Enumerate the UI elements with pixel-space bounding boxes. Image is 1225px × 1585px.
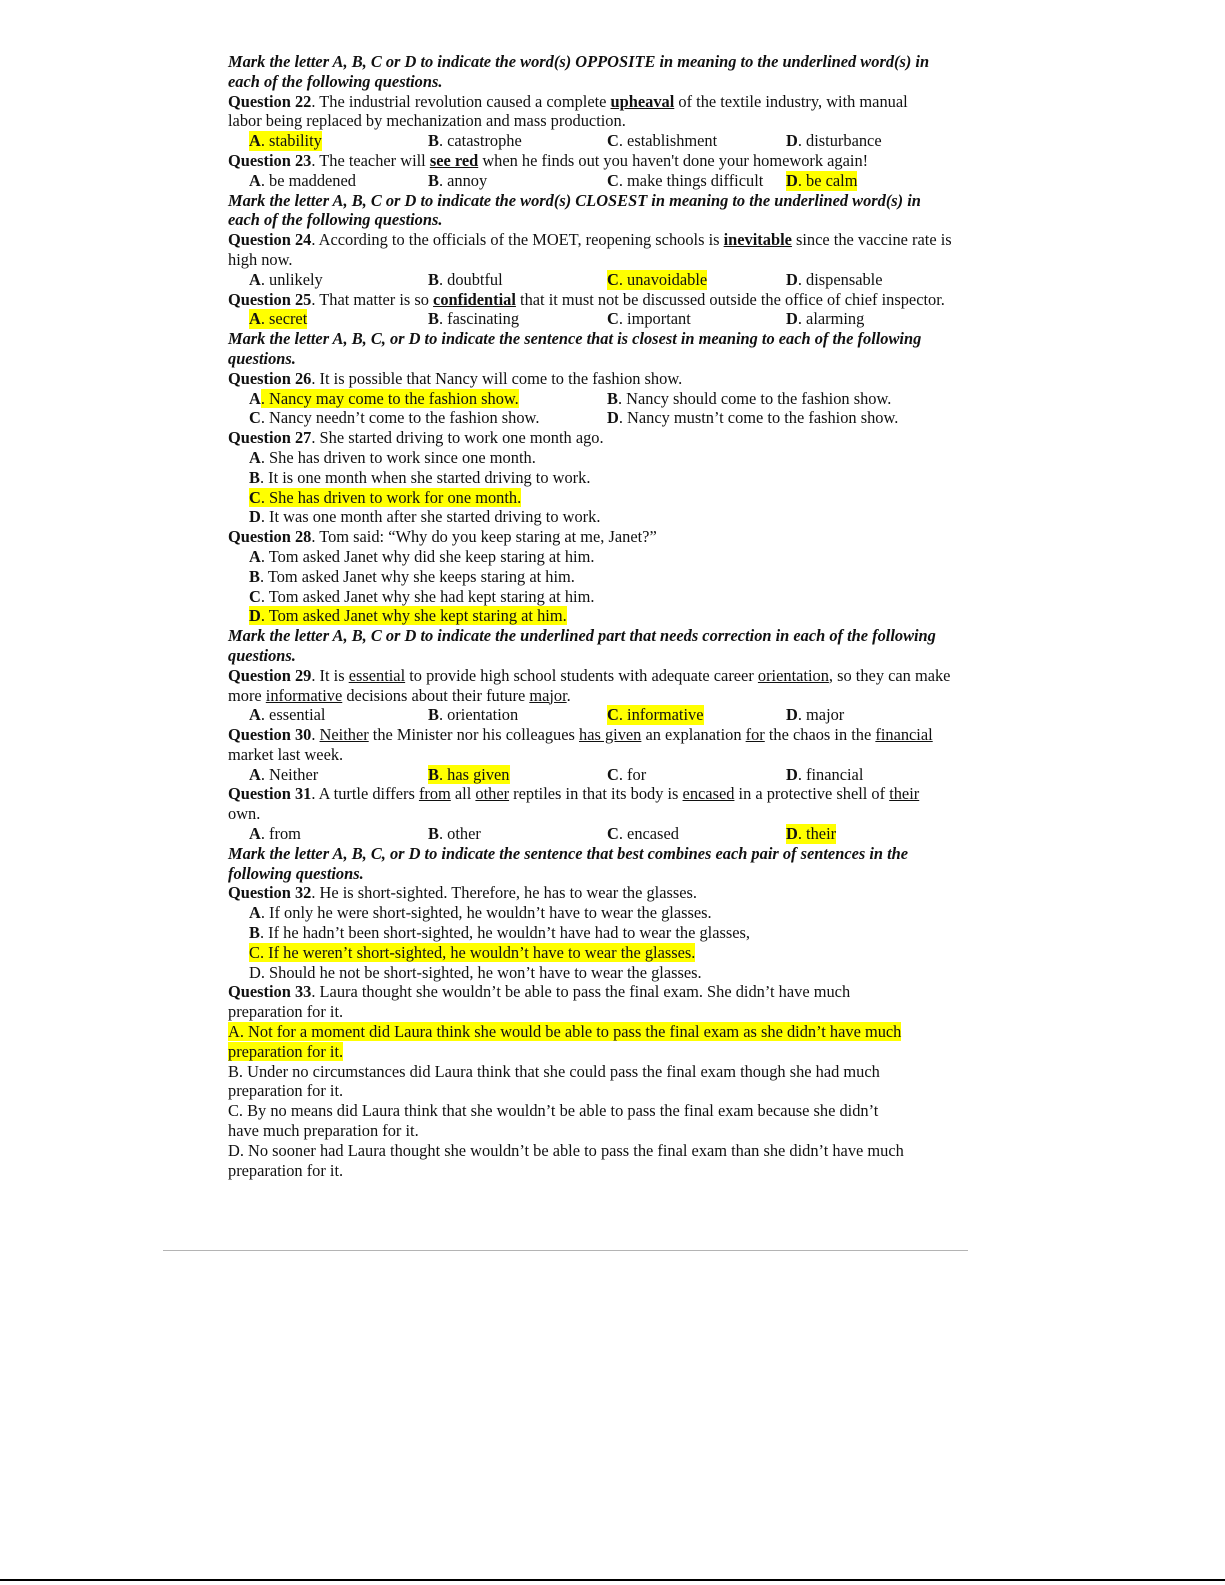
underlined-keyword: inevitable (723, 230, 792, 250)
answer-option-c: C. Nancy needn’t come to the fashion show. (249, 408, 540, 428)
answer-option-a: A. be maddened (249, 170, 356, 190)
question-label: Question 28 (228, 527, 312, 547)
question-31: Question 31. A turtle differs from all other reptiles in that its body is encased in a protective shell of their (228, 784, 920, 804)
question-text: . The industrial revolution caused a complete (311, 91, 611, 111)
question-31-cont: own. (228, 804, 261, 824)
answer-option-c: C. If he weren’t short-sighted, he wouldn’t have to wear the glasses. (249, 942, 696, 962)
underlined-part: major (529, 685, 567, 705)
question-label: Question 24 (228, 230, 312, 250)
question-label: Question 29 (228, 665, 312, 685)
page-bottom-border (0, 1579, 1225, 1581)
answer-option-a-cont: preparation for it. (228, 1041, 344, 1061)
question-label: Question 33 (228, 982, 312, 1002)
answer-options (228, 903, 1000, 982)
question-22-cont: labor being replaced by mechanization and mass production. (228, 111, 626, 131)
answer-option-a: A. essential (249, 705, 326, 725)
answer-options (228, 171, 1000, 191)
answer-options (228, 131, 1000, 151)
answer-option-d-cont: preparation for it. (228, 1160, 344, 1180)
question-29: Question 29. It is essential to provide high school students with adequate career orientation, so they can make (228, 665, 951, 685)
question-24: Question 24. According to the officials of the MOET, reopening schools is inevitable since the vaccine rate is (228, 230, 952, 250)
answer-option-a: A. Tom asked Janet why did she keep staring at him. (249, 546, 595, 566)
answer-option-b: B. catastrophe (428, 131, 522, 151)
underlined-part: orientation (757, 665, 829, 685)
section-instruction: Mark the letter A, B, C, or D to indicate the sentence that best combines each pair of sentences in the (228, 843, 909, 863)
question-33-cont: preparation for it. (228, 1002, 344, 1022)
underlined-keyword: upheaval (610, 91, 675, 111)
underlined-part: informative (265, 685, 343, 705)
answer-option-d: D. their (786, 824, 837, 844)
underlined-part: Neither (319, 725, 369, 745)
section-instruction: Mark the letter A, B, C or D to indicate the word(s) CLOSEST in meaning to the underlined word(s) in (228, 190, 921, 210)
answer-options (228, 765, 1000, 785)
answer-option-c: C. Tom asked Janet why she had kept staring at him. (249, 586, 595, 606)
answer-option-b: B. other (428, 824, 481, 844)
answer-option-d: D. major (786, 705, 845, 725)
question-26: Question 26. It is possible that Nancy will come to the fashion show. (228, 368, 683, 388)
answer-option-c: C. informative (607, 705, 704, 725)
answer-options (228, 1022, 1000, 1180)
question-label: Question 26 (228, 368, 312, 388)
answer-option-d: D. disturbance (786, 131, 882, 151)
answer-option-b: B. Nancy should come to the fashion show. (607, 388, 892, 408)
underlined-part: financial (875, 725, 933, 745)
answer-option-d: D. Should he not be short-sighted, he won’t have to wear the glasses. (249, 962, 702, 982)
answer-option-a: A. If only he were short-sighted, he wouldn’t have to wear the glasses. (249, 903, 712, 923)
answer-option-d: D. dispensable (786, 269, 883, 289)
document-page (228, 52, 1000, 1180)
answer-option-b: B. fascinating (428, 309, 520, 329)
question-23: Question 23. The teacher will see red when he finds out you haven't done your homework again! (228, 150, 869, 170)
answer-option-d: D. It was one month after she started driving to work. (249, 507, 601, 527)
question-25: Question 25. That matter is so confidential that it must not be discussed outside the office of chief inspector. (228, 289, 945, 309)
question-label: Question 22 (228, 91, 312, 111)
section-instruction-cont: following questions. (228, 863, 364, 883)
answer-option-b: B. Tom asked Janet why she keeps staring at him. (249, 566, 575, 586)
answer-option-b: B. annoy (428, 170, 488, 190)
answer-option-c: C. By no means did Laura think that she wouldn’t be able to pass the final exam because she didn’t (228, 1101, 879, 1121)
answer-option-d: D. Tom asked Janet why she kept staring at him. (249, 606, 567, 626)
section-instruction-cont: questions. (228, 348, 296, 368)
answer-option-c: C. encased (607, 824, 679, 844)
question-28: Question 28. Tom said: “Why do you keep staring at me, Janet?” (228, 527, 657, 547)
answer-option-b-cont: preparation for it. (228, 1081, 344, 1101)
question-22 (228, 92, 1000, 112)
question-30-cont: market last week. (228, 744, 344, 764)
answer-option-a: A. Neither (249, 764, 319, 784)
underlined-keyword: confidential (433, 289, 516, 309)
answer-options (228, 448, 1000, 527)
answer-option-b: B. orientation (428, 705, 519, 725)
answer-option-b: B. Under no circumstances did Laura think that she could pass the final exam though she had much (228, 1061, 880, 1081)
answer-option-c: C. unavoidable (607, 269, 708, 289)
answer-option-b: B. doubtful (428, 269, 503, 289)
question-32: Question 32. He is short-sighted. Therefore, he has to wear the glasses. (228, 883, 698, 903)
answer-option-c: C. She has driven to work for one month. (249, 487, 522, 507)
question-33: Question 33. Laura thought she wouldn’t be able to pass the final exam. She didn’t have much (228, 982, 851, 1002)
section-instruction-cont: questions. (228, 645, 296, 665)
underlined-part: their (889, 784, 920, 804)
answer-option-b: B. It is one month when she started driving to work. (249, 467, 591, 487)
answer-option-c: C. important (607, 309, 691, 329)
answer-option-a: A. Not for a moment did Laura think she would be able to pass the final exam as she didn’t have much (228, 1022, 902, 1042)
underlined-part: essential (348, 665, 406, 685)
answer-option-d: D. No sooner had Laura thought she wouldn’t be able to pass the final exam than she didn’t have much (228, 1140, 904, 1160)
question-24-cont: high now. (228, 249, 293, 269)
question-label: Question 27 (228, 428, 312, 448)
question-label: Question 23 (228, 150, 312, 170)
underlined-keyword: see red (429, 150, 479, 170)
answer-options (228, 309, 1000, 329)
answer-option-a: A. unlikely (249, 269, 323, 289)
question-text: of the textile industry, with manual (674, 91, 908, 111)
answer-option-a: A. from (249, 824, 301, 844)
section-instruction: Mark the letter A, B, C or D to indicate the underlined part that needs correction in each of the following (228, 626, 936, 646)
answer-option-a: A. Nancy may come to the fashion show. (249, 388, 519, 408)
question-label: Question 31 (228, 784, 312, 804)
answer-option-c: C. make things difficult (607, 170, 764, 190)
section-instruction: Mark the letter A, B, C, or D to indicate the sentence that is closest in meaning to each of the following (228, 329, 922, 349)
underlined-part: for (745, 725, 765, 745)
underlined-part: has given (579, 725, 642, 745)
answer-options (228, 547, 1000, 626)
answer-options (228, 824, 1000, 844)
question-30: Question 30. Neither the Minister nor his colleagues has given an explanation for the chaos in the financial (228, 725, 933, 745)
question-label: Question 30 (228, 725, 312, 745)
question-27: Question 27. She started driving to work one month ago. (228, 428, 604, 448)
answer-option-a: A. stability (249, 131, 322, 151)
answer-option-c-cont: have much preparation for it. (228, 1121, 419, 1141)
answer-option-a: A. She has driven to work since one month. (249, 447, 536, 467)
underlined-part: other (475, 784, 510, 804)
underlined-part: from (418, 784, 451, 804)
section-instruction: Mark the letter A, B, C or D to indicate the word(s) OPPOSITE in meaning to the underlined word(s) in (228, 52, 930, 71)
footer-divider (163, 1250, 968, 1251)
answer-option-d: D. be calm (786, 170, 858, 190)
answer-options (228, 389, 1000, 409)
question-29-cont: more informative decisions about their future major. (228, 685, 571, 705)
answer-option-d: D. alarming (786, 309, 865, 329)
section-instruction-cont: each of the following questions. (228, 210, 443, 230)
answer-option-b: B. has given (428, 764, 510, 784)
answer-option-d: D. financial (786, 764, 864, 784)
question-label: Question 25 (228, 289, 312, 309)
answer-option-b: B. If he hadn’t been short-sighted, he wouldn’t have had to wear the glasses, (249, 923, 751, 943)
answer-options (228, 408, 1000, 428)
underlined-part: encased (682, 784, 735, 804)
answer-options (228, 705, 1000, 725)
answer-option-d: D. Nancy mustn’t come to the fashion show. (607, 408, 899, 428)
question-label: Question 32 (228, 883, 312, 903)
answer-option-c: C. for (607, 764, 647, 784)
answer-options (228, 270, 1000, 290)
section-instruction-cont: each of the following questions. (228, 71, 443, 91)
answer-option-a: A. secret (249, 309, 308, 329)
answer-option-c: C. establishment (607, 131, 718, 151)
